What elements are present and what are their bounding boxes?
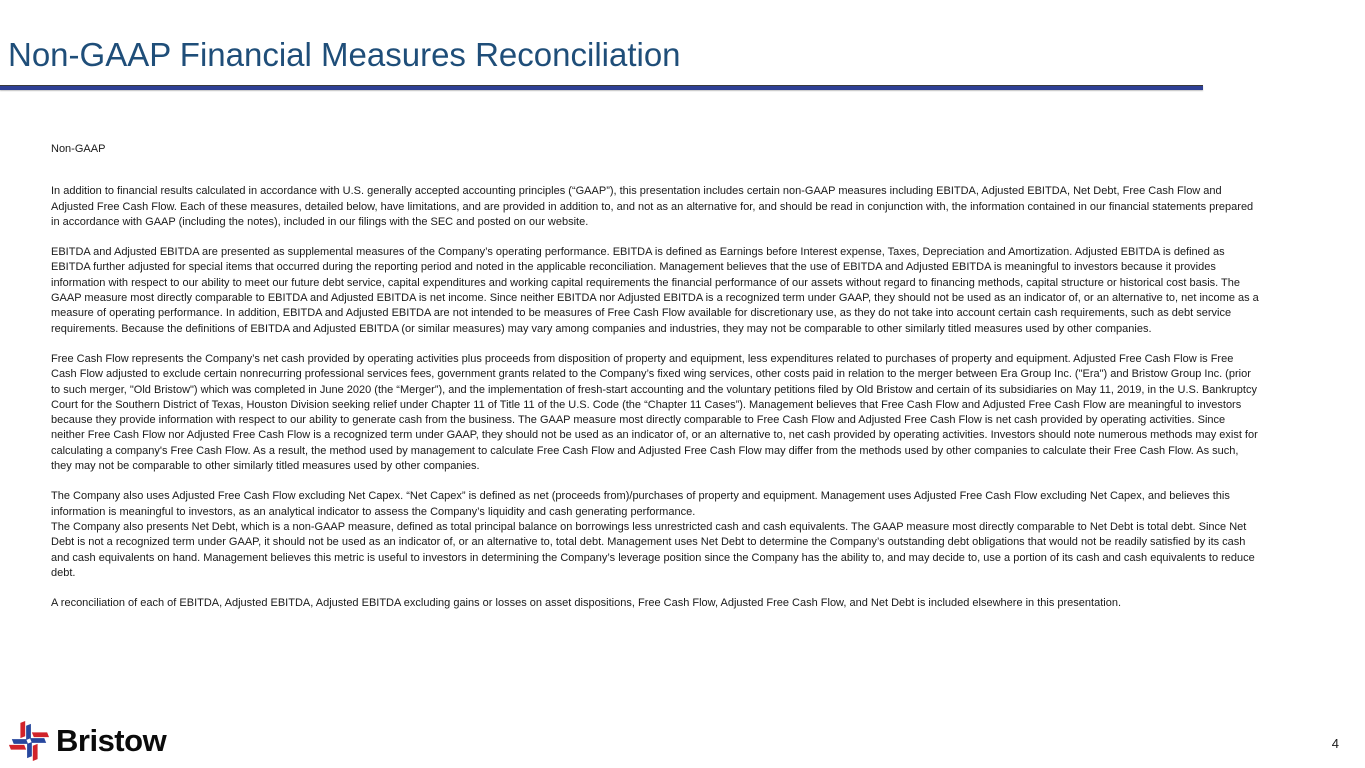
paragraph-gaap-intro: In addition to financial results calculated in accordance with U.S. generally accepted accounting principles (“GAAP”), this presentation includes certain non-GAAP measures including EBITDA, Adjusted EBITDA, Net Debt, Free Cash Flow and Adjusted Free Cash Flow. Each of these measures, detailed below, have limitations, and are provided in addition to, and not as an alternative for, and should be read in conjunction with, the information contained in our financial statements prepared in accordance with GAAP (including the notes), included in our filings with the SEC and posted on our website. — [51, 185, 1254, 228]
title-underline-rule — [0, 85, 1203, 90]
bristow-logo — [8, 720, 166, 762]
paragraph-ebitda: EBITDA and Adjusted EBITDA are presented as supplemental measures of the Company’s operating performance. EBITDA is defined as Earnings before Interest expense, Taxes, Depreciation and Amortization. Adjusted EBITDA is defined as EBITDA further adjusted for special items that occurred during the reporting period and noted in the applicable reconciliation. Management believes that the use of EBITDA and Adjusted EBITDA is meaningful to investors because it provides information with respect to our ability to meet our future debt service, capital expenditures and working capital requirements the financial performance of our assets without regard to financing methods, capital structure or historical cost basis. The GAAP measure most directly comparable to EBITDA and Adjusted EBITDA is net income. Since neither EBITDA nor Adjusted EBITDA is a recognized term under GAAP, they should not be used as an indicator of, or an alternative to, net income as a measure of operating performance. In addition, EBITDA and Adjusted EBITDA are not intended to be measures of Free Cash Flow available for discretionary use, as they do not take into account certain cash requirements, such as debt service requirements. Because the definitions of EBITDA and Adjusted EBITDA (or similar measures) may vary among companies and industries, they may not be comparable to other similarly titled measures used by other companies. — [51, 246, 1259, 335]
paragraph-free-cash-flow: Free Cash Flow represents the Company’s net cash provided by operating activities plus proceeds from disposition of property and equipment, less expenditures related to purchases of property and equipment. Adjusted Free Cash Flow is Free Cash Flow adjusted to exclude certain nonrecurring professional services fees, government grants related to the Company’s fixed wing services, other costs paid in relation to the merger between Era Group Inc. ("Era") and Bristow Group Inc. (prior to such merger, "Old Bristow") which was completed in June 2020 (the “Merger”), and the implementation of fresh-start accounting and the voluntary petitions filed by Old Bristow and certain of its subsidiaries on May 11, 2019, in the U.S. Bankruptcy Court for the Southern District of Texas, Houston Division seeking relief under Chapter 11 of Title 11 of the U.S. Code (the “Chapter 11 Cases”). Management believes that Free Cash Flow and Adjusted Free Cash Flow are meaningful to investors because they provide information with respect to our ability to generate cash from the business. The GAAP measure most directly comparable to Free Cash Flow and Adjusted Free Cash Flow is net cash provided by operating activities. Since neither Free Cash Flow nor Adjusted Free Cash Flow is a recognized term under GAAP, they should not be used as an indicator of, or an alternative to, net cash provided by operating activities. Investors should note numerous methods may exist for calculating a company's Free Cash Flow. As a result, the method used by management to calculate Free Cash Flow and Adjusted Free Cash Flow may differ from the methods used by other companies to calculate their Free Cash Flow. As such, they may not be comparable to other similarly titled measures used by other companies. — [51, 352, 1258, 473]
paragraph-net-debt: The Company also presents Net Debt, which is a non-GAAP measure, defined as total principal balance on borrowings less unrestricted cash and cash equivalents. The GAAP measure most directly comparable to Net Debt is total debt. Since Net Debt is not a recognized term under GAAP, it should not be used as an indicator of, or an alternative to, total debt. Management uses Net Debt to determine the Company’s outstanding debt obligations that would not be readily satisfied by its cash and cash equivalents on hand. Management believes this metric is useful to investors in determining the Company’s leverage position since the Company has the ability to, and may decide to, use a portion of its cash and cash equivalents to reduce debt. — [51, 520, 1255, 579]
paragraph-net-capex: The Company also uses Adjusted Free Cash Flow excluding Net Capex. “Net Capex” is defined as net (proceeds from)/purchases of property and equipment. Management uses Adjusted Free Cash Flow excluding Net Capex, and believes this information is meaningful to investors, as an analytical indicator to assess the Company’s liquidity and cash generating performance. — [51, 490, 1230, 518]
page-number: 4 — [1331, 736, 1339, 751]
logo-text: Bristow — [56, 723, 167, 758]
slide-title: Non-GAAP Financial Measures Reconciliation — [8, 36, 681, 73]
section-heading: Non-GAAP — [51, 143, 106, 155]
paragraph-reconciliation-note: A reconciliation of each of EBITDA, Adjusted EBITDA, Adjusted EBITDA excluding gains or losses on asset dispositions, Free Cash Flow, Adjusted Free Cash Flow, and Net Debt is included elsewhere in this presentation. — [51, 597, 1122, 610]
bristow-rotor-icon — [8, 720, 50, 762]
body-text-block — [51, 142, 1261, 611]
